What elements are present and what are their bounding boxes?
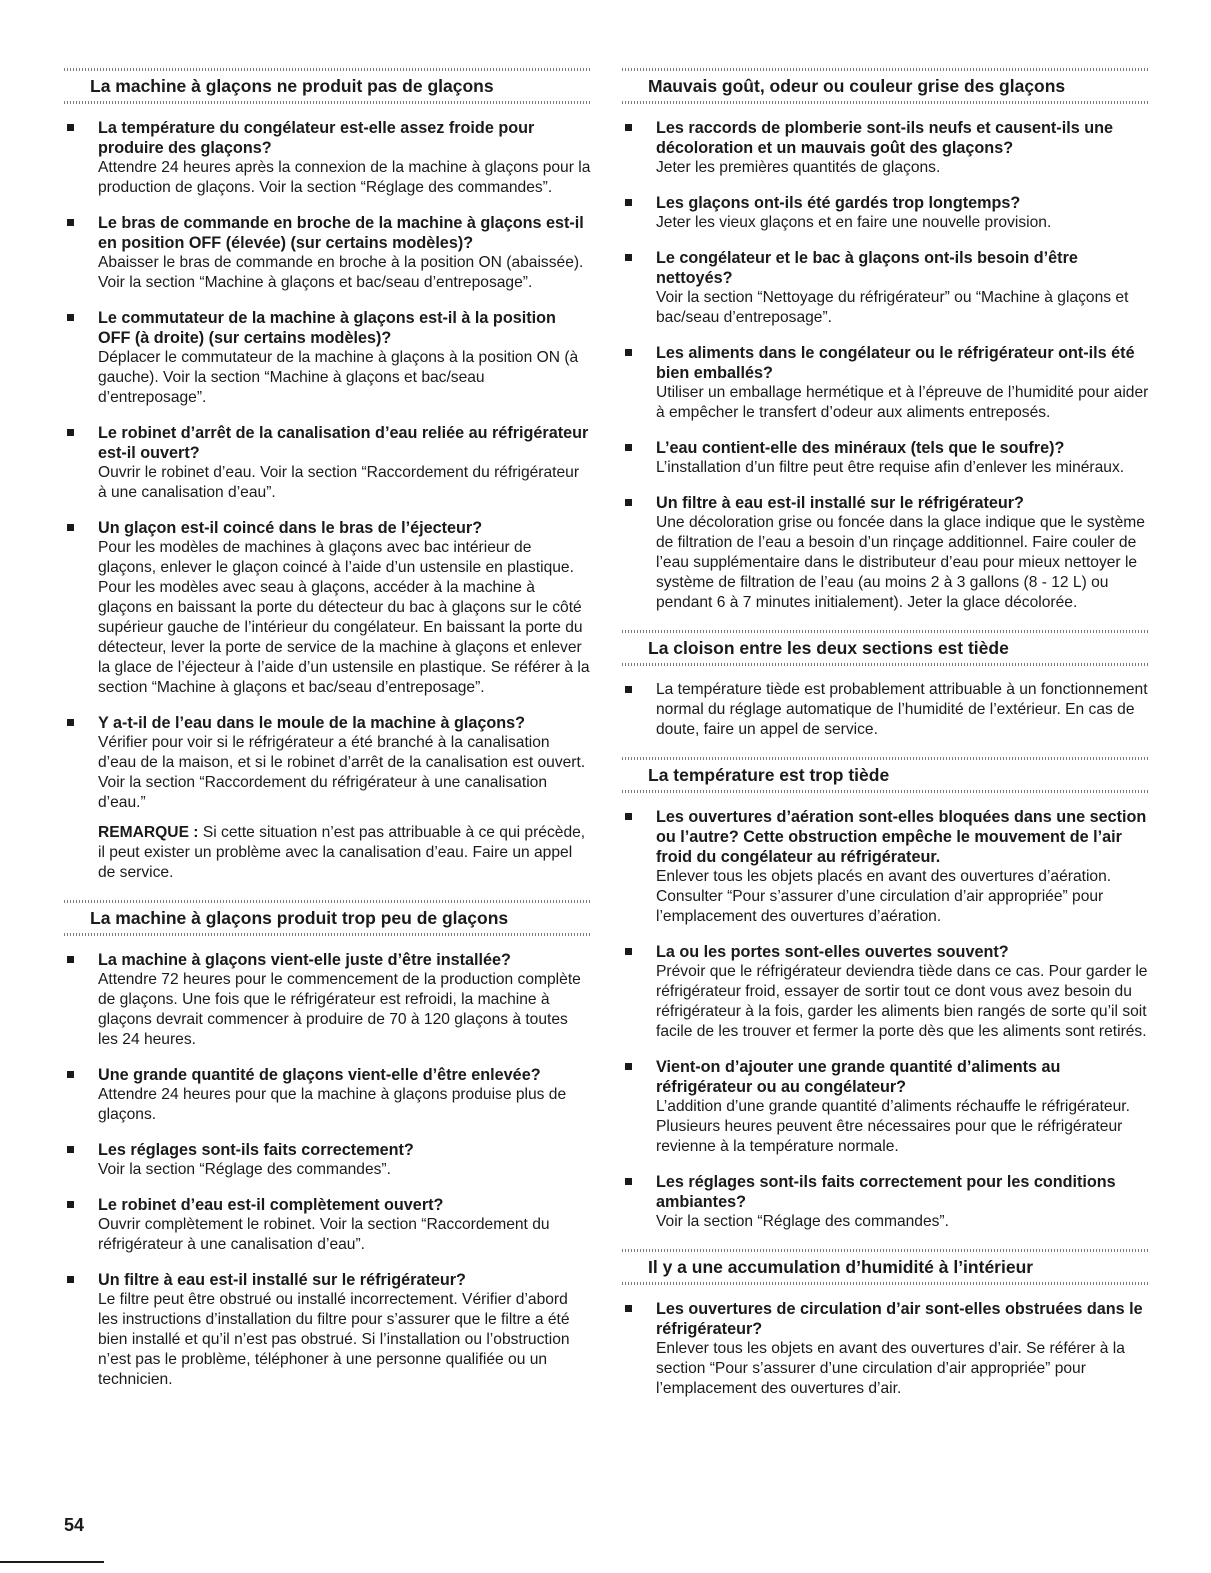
troubleshooting-section (622, 1247, 1150, 1399)
square-bullet-icon (67, 429, 74, 436)
answer-text: Voir la section “Réglage des commandes”. (656, 1213, 949, 1230)
list-item (64, 213, 592, 293)
section-title: Mauvais goût, odeur ou couleur grise des glaçons (622, 66, 1150, 106)
answer-text: Déplacer le commutateur de la machine à glaçons à la position ON (à gauche). Voir la section “Machine à glaçons et bac/seau d’entreposage”. (98, 349, 579, 406)
question-text: La ou les portes sont-elles ouvertes souvent? (656, 943, 1009, 961)
answer-text: Enlever tous les objets en avant des ouvertures d’air. Se référer à la section “Pour s’assurer d’une circulation d’air appropriée” pour l’emplacement des ouvertures d’air. (656, 1340, 1125, 1397)
list-item (64, 1195, 592, 1255)
list-item (622, 1172, 1150, 1232)
section-title: La machine à glaçons ne produit pas de glaçons (64, 66, 592, 106)
list-item (622, 807, 1150, 927)
square-bullet-icon (67, 1071, 74, 1078)
question-text: Le robinet d’arrêt de la canalisation d’eau reliée au réfrigérateur est-il ouvert? (98, 424, 589, 462)
square-bullet-icon (67, 524, 74, 531)
square-bullet-icon (625, 199, 632, 206)
troubleshooting-section (622, 628, 1150, 740)
question-list (64, 950, 592, 1390)
list-item (64, 423, 592, 503)
question-text: Les réglages sont-ils faits correctement? (98, 1141, 414, 1159)
question-list (622, 118, 1150, 613)
answer-text: Jeter les vieux glaçons et en faire une nouvelle provision. (656, 214, 1052, 231)
list-item (64, 1140, 592, 1180)
list-item (622, 343, 1150, 423)
list-item (64, 518, 592, 698)
remark-note (98, 823, 592, 883)
square-bullet-icon (625, 349, 632, 356)
list-item (622, 942, 1150, 1042)
troubleshooting-section (622, 755, 1150, 1232)
square-bullet-icon (625, 124, 632, 131)
square-bullet-icon (67, 956, 74, 963)
square-bullet-icon (67, 314, 74, 321)
question-text: Vient-on d’ajouter une grande quantité d’aliments au réfrigérateur ou au congélateur? (656, 1058, 1061, 1096)
answer-text: Voir la section “Nettoyage du réfrigérateur” ou “Machine à glaçons et bac/seau d’entreposage”. (656, 289, 1129, 326)
square-bullet-icon (67, 1146, 74, 1153)
answer-text: Attendre 24 heures pour que la machine à glaçons produise plus de glaçons. (98, 1086, 567, 1123)
question-text: Le bras de commande en broche de la machine à glaçons est-il en position OFF (élevée) (sur certains modèles)? (98, 214, 584, 252)
question-text: Le commutateur de la machine à glaçons est-il à la position OFF (à droite) (sur certains modèles)? (98, 309, 556, 347)
question-list (622, 680, 1150, 740)
question-text: Les ouvertures de circulation d’air sont-elles obstruées dans le réfrigérateur? (656, 1300, 1143, 1338)
square-bullet-icon (625, 444, 632, 451)
list-item (622, 1057, 1150, 1157)
answer-text: Enlever tous les objets placés en avant des ouvertures d’aération. Consulter “Pour s’assurer d’une circulation d’air appropriée” pour l’emplacement des ouvertures d’aération. (656, 868, 1112, 925)
answer-text: Jeter les premières quantités de glaçons. (656, 159, 941, 176)
question-text: L’eau contient-elle des minéraux (tels que le soufre)? (656, 439, 1065, 457)
section-title: La machine à glaçons produit trop peu de glaçons (64, 898, 592, 938)
section-title: Il y a une accumulation d’humidité à l’intérieur (622, 1247, 1150, 1287)
square-bullet-icon (625, 686, 632, 693)
square-bullet-icon (67, 1276, 74, 1283)
answer-text: Une décoloration grise ou foncée dans la glace indique que le système de filtration de l’eau a besoin d’un rinçage additionnel. Faire couler de l’eau supplémentaire dans le distributeur d’eau pour mieux nettoyer le système de filtration de l’eau (au moins 2 à 3 gallons (8 - 12 L) ou pendant 6 à 7 minutes initialement). Jeter la glace décolorée. (656, 514, 1145, 611)
list-item (64, 1065, 592, 1125)
question-text: Un glaçon est-il coincé dans le bras de l’éjecteur? (98, 519, 483, 537)
square-bullet-icon (67, 1201, 74, 1208)
answer-text: Utiliser un emballage hermétique et à l’épreuve de l’humidité pour aider à empêcher le transfert d’odeur aux aliments entreposés. (656, 384, 1149, 421)
question-text: Les aliments dans le congélateur ou le réfrigérateur ont-ils été bien emballés? (656, 344, 1135, 382)
answer-text: Prévoir que le réfrigérateur deviendra tiède dans ce cas. Pour garder le réfrigérateur froid, essayer de sortir tout ce dont vous avez besoin du réfrigérateur à la fois, garder les aliments bien rangés de sorte qu’il soit facile de les trouver et fermer la porte dès que les aliments sont retirés. (656, 963, 1148, 1040)
troubleshooting-section (64, 898, 592, 1390)
list-item (64, 950, 592, 1050)
question-text: La température du congélateur est-elle assez froide pour produire des glaçons? (98, 119, 535, 157)
troubleshooting-section (64, 66, 592, 883)
answer-text: Ouvrir le robinet d’eau. Voir la section “Raccordement du réfrigérateur à une canalisation d’eau”. (98, 464, 580, 501)
answer-text: Le filtre peut être obstrué ou installé incorrectement. Vérifier d’abord les instructions d’installation du filtre pour s’assurer que le filtre a été bien installé et qu’il n’est pas obstrué. Si l’installation ou l’obstruction n’est pas le problème, téléphoner à une personne qualifiée ou un technicien. (98, 1291, 570, 1388)
answer-text: L’installation d’un filtre peut être requise afin d’enlever les minéraux. (656, 459, 1125, 476)
list-item (622, 493, 1150, 613)
list-item (64, 308, 592, 408)
question-list (622, 807, 1150, 1232)
list-item (64, 713, 592, 883)
square-bullet-icon (67, 124, 74, 131)
answer-text: Voir la section “Réglage des commandes”. (98, 1161, 391, 1178)
answer-text: Abaisser le bras de commande en broche à la position ON (abaissée). Voir la section “Machine à glaçons et bac/seau d’entreposage”. (98, 254, 584, 291)
question-text: Le robinet d’eau est-il complètement ouvert? (98, 1196, 444, 1214)
square-bullet-icon (625, 1178, 632, 1185)
question-text: Les raccords de plomberie sont-ils neufs et causent-ils une décoloration et un mauvais goût des glaçons? (656, 119, 1113, 157)
square-bullet-icon (625, 499, 632, 506)
footer-rule (0, 1561, 104, 1563)
troubleshooting-section (622, 66, 1150, 613)
question-text: Une grande quantité de glaçons vient-elle d’être enlevée? (98, 1066, 541, 1084)
list-item (64, 118, 592, 198)
question-text: Y a-t-il de l’eau dans le moule de la machine à glaçons? (98, 714, 526, 732)
square-bullet-icon (625, 948, 632, 955)
square-bullet-icon (625, 1063, 632, 1070)
question-text: Les réglages sont-ils faits correctement pour les conditions ambiantes? (656, 1173, 1116, 1211)
question-text: Le congélateur et le bac à glaçons ont-ils besoin d’être nettoyés? (656, 249, 1078, 287)
list-item (622, 193, 1150, 233)
remark-label: REMARQUE : (98, 824, 199, 841)
list-item (622, 1299, 1150, 1399)
answer-text: L’addition d’une grande quantité d’aliments réchauffe le réfrigérateur. Plusieurs heures peuvent être nécessaires pour que le réfrigérateur revienne à la température normale. (656, 1098, 1130, 1155)
answer-text: Ouvrir complètement le robinet. Voir la section “Raccordement du réfrigérateur à une canalisation d’eau”. (98, 1216, 550, 1253)
answer-text: Attendre 24 heures après la connexion de la machine à glaçons pour la production de glaçons. Voir la section “Réglage des commandes”. (98, 159, 591, 196)
list-item (64, 1270, 592, 1390)
section-title: La température est trop tiède (622, 755, 1150, 795)
square-bullet-icon (67, 719, 74, 726)
question-text: Un filtre à eau est-il installé sur le réfrigérateur? (656, 494, 1024, 512)
answer-text: Pour les modèles de machines à glaçons avec bac intérieur de glaçons, enlever le glaçon coincé à l’aide d’un ustensile en plastique. Pour les modèles avec seau à glaçons, accéder à la machine à glaçons en baissant la porte du détecteur du bac à glaçons sur le côté supérieur gauche de l’intérieur du congélateur. En baissant la porte du détecteur, lever la porte de service de la machine à glaçons et enlever la glace de l’éjecteur à l’aide d’un ustensile en plastique. Se référer à la section “Machine à glaçons et bac/seau d’entreposage”. (98, 539, 590, 696)
square-bullet-icon (625, 254, 632, 261)
question-text: Un filtre à eau est-il installé sur le réfrigérateur? (98, 1271, 466, 1289)
section-title: La cloison entre les deux sections est tiède (622, 628, 1150, 668)
right-column (622, 66, 1150, 1414)
question-text: Les glaçons ont-ils été gardés trop longtemps? (656, 194, 1021, 212)
page-number: 54 (64, 1515, 85, 1535)
question-text: La machine à glaçons vient-elle juste d’être installée? (98, 951, 511, 969)
remark-text: Si cette situation n’est pas attribuable à ce qui précède, il peut exister un problème avec la canalisation d’eau. Faire un appel de service. (98, 824, 586, 881)
question-text: Les ouvertures d’aération sont-elles bloquées dans une section ou l’autre? Cette obstruction empêche le mouvement de l’air froid du congélateur au réfrigérateur. (656, 808, 1147, 866)
square-bullet-icon (67, 219, 74, 226)
list-item (622, 438, 1150, 478)
answer-text: La température tiède est probablement attribuable à un fonctionnement normal du réglage automatique de l’humidité de l’extérieur. En cas de doute, faire un appel de service. (656, 681, 1148, 738)
answer-text: Attendre 72 heures pour le commencement de la production complète de glaçons. Une fois que le réfrigérateur est refroidi, la machine à glaçons devrait commencer à produire de 70 à 120 glaçons à toutes les 24 heures. (98, 971, 581, 1048)
list-item (622, 680, 1150, 740)
question-list (622, 1299, 1150, 1399)
square-bullet-icon (625, 1305, 632, 1312)
square-bullet-icon (625, 813, 632, 820)
answer-text: Vérifier pour voir si le réfrigérateur a été branché à la canalisation d’eau de la maison, et si le robinet d’arrêt de la canalisation est ouvert. Voir la section “Raccordement du réfrigérateur à une canalisation d’eau.” (98, 734, 586, 811)
list-item (622, 118, 1150, 178)
question-list (64, 118, 592, 883)
left-column (64, 66, 592, 1405)
list-item (622, 248, 1150, 328)
